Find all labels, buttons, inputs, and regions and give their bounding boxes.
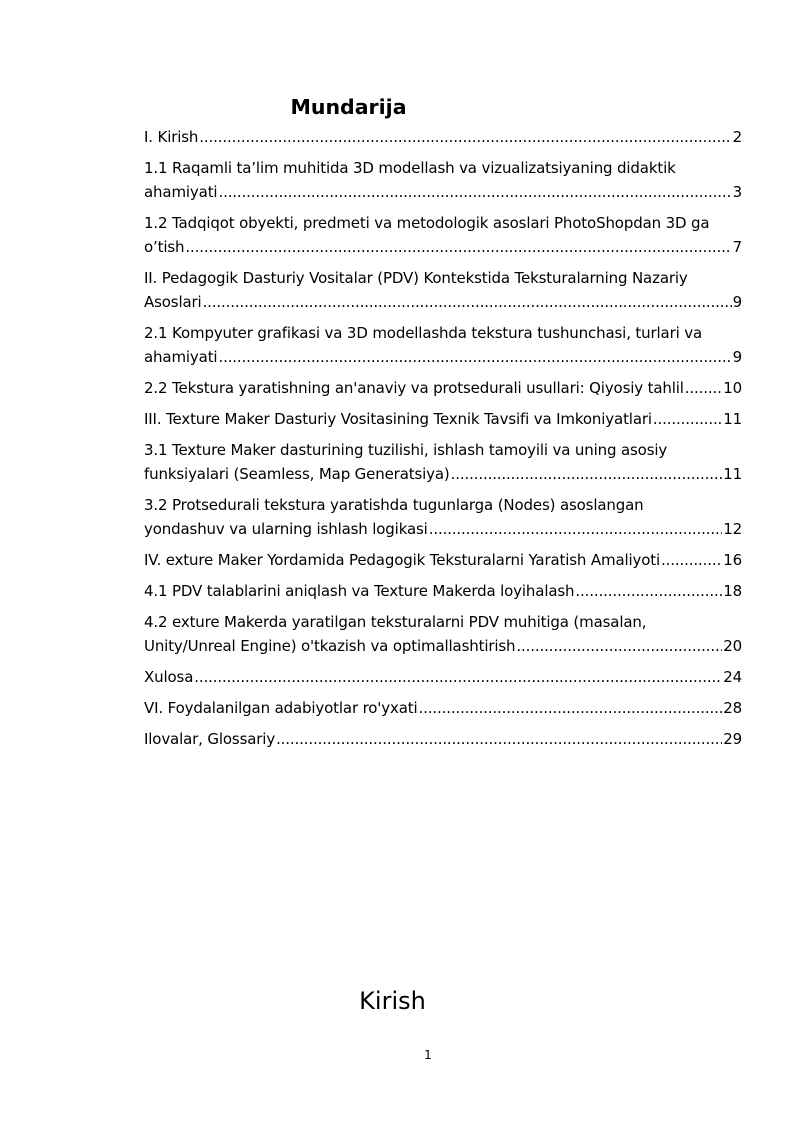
toc-entry-line	[144, 345, 742, 369]
dot-leader	[429, 517, 723, 541]
page-number: 1	[424, 1048, 432, 1062]
toc-entry-text: Asoslari	[144, 293, 202, 311]
toc-entry-text-line1: II. Pedagogik Dasturiy Vositalar (PDV) Kontekstida Teksturalarning Nazariy	[144, 269, 688, 287]
dot-leader	[653, 407, 722, 431]
toc-entry-text: Ilovalar, Glossariy	[144, 730, 276, 748]
toc-entry[interactable]	[144, 438, 742, 486]
toc-entry-text: funksiyalari (Seamless, Map Generatsiya)	[144, 465, 450, 483]
toc-entry-text-line1: 3.1 Texture Maker dasturining tuzilishi, ishlash tamoyili va uning asosiy	[144, 441, 668, 459]
toc-entry-text: o’tish	[144, 238, 185, 256]
toc-entry-line	[144, 634, 742, 658]
toc-entry-line	[144, 696, 742, 720]
toc-entry[interactable]	[144, 610, 742, 658]
toc-entry-text: IV. exture Maker Yordamida Pedagogik Teksturalarni Yaratish Amaliyoti	[144, 551, 661, 569]
toc-title: Mundarija	[290, 95, 407, 119]
toc-entry-text: ahamiyati	[144, 348, 218, 366]
toc-entry-text: 4.1 PDV talablarini aniqlash va Texture Makerda loyihalash	[144, 582, 575, 600]
toc-entry[interactable]	[144, 665, 742, 689]
toc-entry[interactable]	[144, 211, 742, 259]
toc-entry[interactable]	[144, 548, 742, 572]
toc-page-number: 11	[723, 465, 742, 483]
dot-leader	[276, 727, 722, 751]
toc-entry[interactable]	[144, 407, 742, 431]
toc-entry-text: Unity/Unreal Engine) o'tkazish va optimallashtirish	[144, 637, 516, 655]
toc-entry-text-line1: 1.1 Raqamli ta’lim muhitida 3D modellash va vizualizatsiyaning didaktik	[144, 159, 676, 177]
toc-entry-line	[144, 727, 742, 751]
toc-entry-text-line1: 1.2 Tadqiqot obyekti, predmeti va metodologik asoslari PhotoShopdan 3D ga	[144, 214, 710, 232]
toc-page-number: 9	[732, 348, 742, 366]
toc-entry[interactable]	[144, 376, 742, 400]
table-of-contents	[144, 125, 742, 758]
toc-entry-text: III. Texture Maker Dasturiy Vositasining Texnik Tavsifi va Imkoniyatlari	[144, 410, 652, 428]
dot-leader	[419, 696, 723, 720]
toc-page-number: 12	[723, 520, 742, 538]
toc-page-number: 24	[723, 668, 742, 686]
dot-leader	[185, 235, 731, 259]
toc-page-number: 11	[723, 410, 742, 428]
toc-page-number: 9	[732, 293, 742, 311]
dot-leader	[218, 345, 731, 369]
dot-leader	[516, 634, 722, 658]
toc-entry-line	[144, 125, 742, 149]
toc-page-number: 2	[732, 128, 742, 146]
toc-page-number: 16	[723, 551, 742, 569]
toc-entry-line	[144, 235, 742, 259]
toc-entry[interactable]	[144, 125, 742, 149]
toc-entry[interactable]	[144, 156, 742, 204]
toc-entry-line	[144, 407, 742, 431]
dot-leader	[451, 462, 723, 486]
dot-leader	[575, 579, 722, 603]
toc-entry-line	[144, 462, 742, 486]
toc-entry-line	[144, 548, 742, 572]
toc-entry[interactable]	[144, 727, 742, 751]
toc-page-number: 10	[723, 379, 742, 397]
toc-page-number: 7	[732, 238, 742, 256]
dot-leader	[661, 548, 722, 572]
toc-page-number: 20	[723, 637, 742, 655]
toc-entry[interactable]	[144, 266, 742, 314]
toc-entry[interactable]	[144, 696, 742, 720]
toc-entry-line	[144, 180, 742, 204]
toc-entry[interactable]	[144, 493, 742, 541]
toc-entry-text-line1: 4.2 exture Makerda yaratilgan teksturalarni PDV muhitiga (masalan,	[144, 613, 647, 631]
toc-entry[interactable]	[144, 321, 742, 369]
toc-page-number: 3	[732, 183, 742, 201]
dot-leader	[685, 376, 722, 400]
toc-entry-text: I. Kirish	[144, 128, 199, 146]
toc-entry-text: 2.2 Tekstura yaratishning an'anaviy va protsedurali usullari: Qiyosiy tahlil	[144, 379, 684, 397]
toc-entry-text: yondashuv va ularning ishlash logikasi	[144, 520, 428, 538]
dot-leader	[194, 665, 722, 689]
toc-entry-line	[144, 517, 742, 541]
toc-page-number: 29	[723, 730, 742, 748]
toc-entry-text: ahamiyati	[144, 183, 218, 201]
toc-entry-text: VI. Foydalanilgan adabiyotlar ro'yxati	[144, 699, 418, 717]
dot-leader	[199, 125, 731, 149]
toc-entry-text: Xulosa	[144, 668, 194, 686]
toc-entry[interactable]	[144, 579, 742, 603]
dot-leader	[218, 180, 731, 204]
dot-leader	[203, 290, 732, 314]
toc-entry-text-line1: 3.2 Protsedurali tekstura yaratishda tugunlarga (Nodes) asoslangan	[144, 496, 644, 514]
toc-entry-line	[144, 290, 742, 314]
section-heading: Kirish	[359, 987, 426, 1015]
toc-entry-line	[144, 665, 742, 689]
toc-page-number: 18	[723, 582, 742, 600]
toc-page-number: 28	[723, 699, 742, 717]
toc-entry-text-line1: 2.1 Kompyuter grafikasi va 3D modellashda tekstura tushunchasi, turlari va	[144, 324, 703, 342]
toc-entry-line	[144, 376, 742, 400]
toc-entry-line	[144, 579, 742, 603]
